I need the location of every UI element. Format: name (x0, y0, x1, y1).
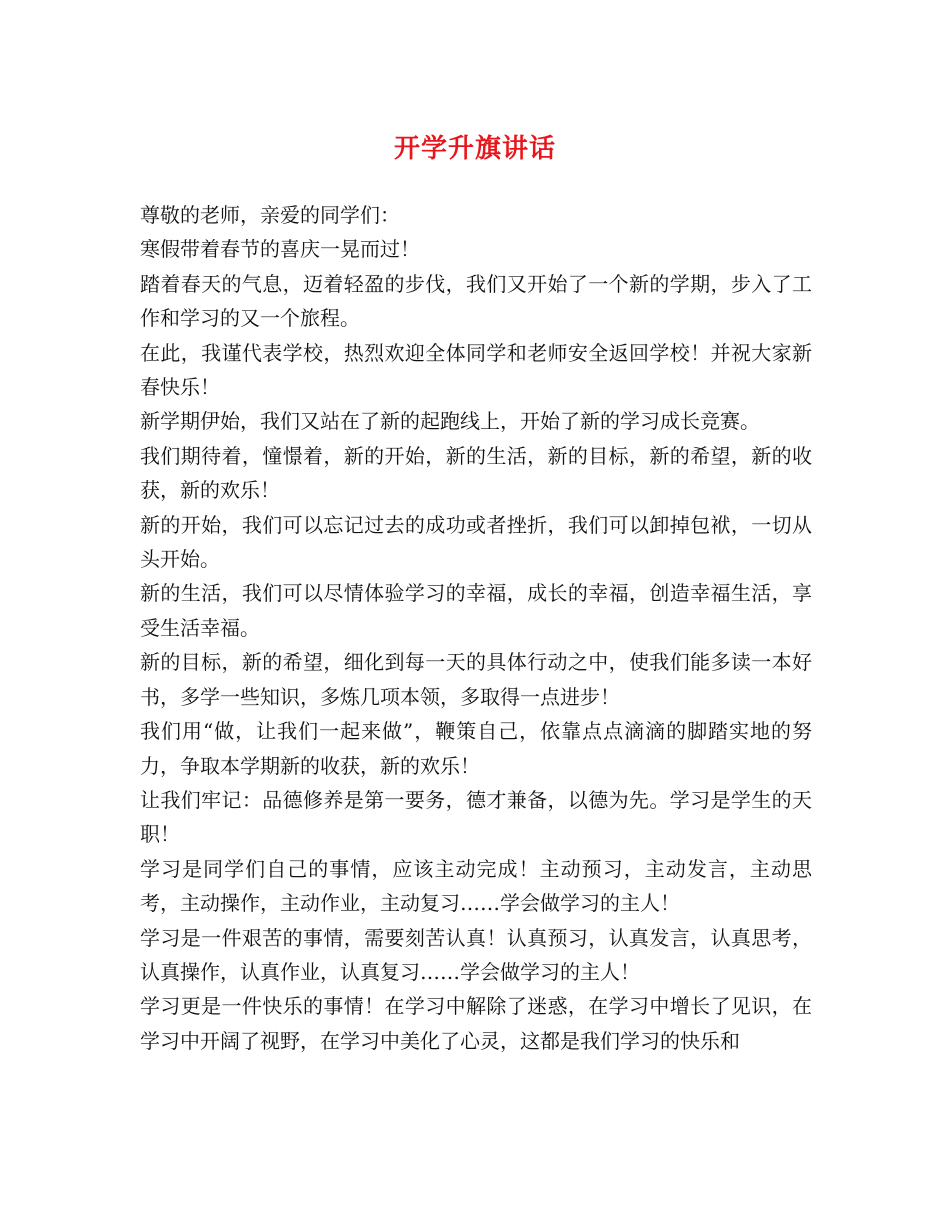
paragraph: 新的目标，新的希望，细化到每一天的具体行动之中，使我们能多读一本好书，多学一些知识，多炼几项本领，多取得一点进步！ (140, 650, 812, 709)
paragraph: 学习是一件艰苦的事情，需要刻苦认真！认真预习，认真发言，认真思考，认真操作，认真作业，认真复习……学会做学习的主人！ (140, 925, 812, 984)
paragraph: 踏着春天的气息，迈着轻盈的步伐，我们又开始了一个新的学期，步入了工作和学习的又一个旅程。 (140, 271, 812, 331)
paragraph: 我们用“做，让我们一起来做”，鞭策自己，依靠点点滴滴的脚踏实地的努力，争取本学期新的收获，新的欢乐！ (140, 719, 812, 778)
paragraph: 新的开始，我们可以忘记过去的成功或者挫折，我们可以卸掉包袱，一切从头开始。 (140, 512, 812, 572)
document-body (140, 198, 812, 1058)
paragraph: 学习是同学们自己的事情，应该主动完成！主动预习，主动发言，主动思考，主动操作，主动作业，主动复习……学会做学习的主人！ (140, 856, 812, 916)
paragraph: 新的生活，我们可以尽情体验学习的幸福，成长的幸福，创造幸福生活，享受生活幸福。 (140, 581, 812, 640)
paragraph: 学习更是一件快乐的事情！在学习中解除了迷惑，在学习中增长了见识，在学习中开阔了视野，在学习中美化了心灵，这都是我们学习的快乐和 (140, 994, 812, 1053)
paragraph: 我们期待着，憧憬着，新的开始，新的生活，新的目标，新的希望，新的收获，新的欢乐！ (140, 443, 812, 503)
paragraph: 让我们牢记：品德修养是第一要务，德才兼备，以德为先。学习是学生的天职！ (140, 787, 812, 847)
paragraph: 寒假带着春节的喜庆一晃而过！ (140, 237, 420, 262)
document-title: 开学升旗讲话 (393, 134, 556, 164)
paragraph: 尊敬的老师，亲爱的同学们： (140, 203, 400, 227)
paragraph: 新学期伊始，我们又站在了新的起跑线上，开始了新的学习成长竞赛。 (140, 409, 760, 434)
paragraph: 在此，我谨代表学校，热烈欢迎全体同学和老师安全返回学校！并祝大家新春快乐！ (140, 340, 812, 400)
